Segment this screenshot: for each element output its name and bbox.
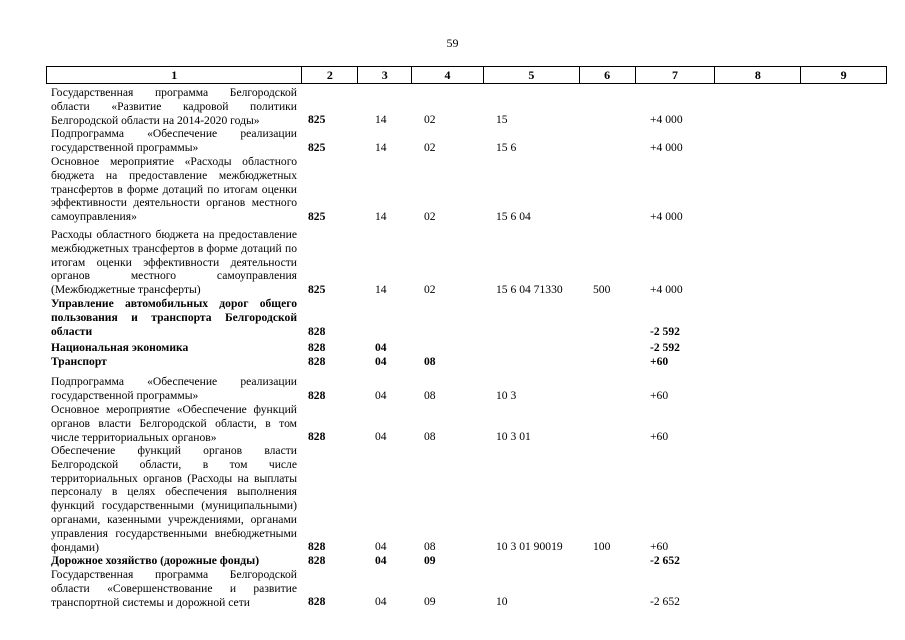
header-col-9: 9 <box>840 68 847 82</box>
cell-code: 828 <box>308 430 326 443</box>
cell-code: 828 <box>308 389 326 402</box>
cell-code: 828 <box>308 540 326 553</box>
cell-expense-type: 500 <box>593 283 611 296</box>
cell-sum: +60 <box>650 540 669 553</box>
cell-sum: -2 592 <box>650 341 680 354</box>
cell-subsection: 08 <box>424 430 436 443</box>
cell-subsection: 02 <box>424 283 436 296</box>
cell-description: Национальная экономика <box>51 341 189 354</box>
header-col-2: 2 <box>302 67 358 83</box>
cell-code: 828 <box>308 325 326 338</box>
header-col-6: 6 <box>580 67 636 83</box>
cell-section: 14 <box>375 283 387 296</box>
cell-code: 825 <box>308 210 326 223</box>
cell-target-article: 10 3 01 90019 <box>496 540 563 553</box>
cell-section: 04 <box>375 355 387 368</box>
cell-description: Подпрограмма «Обеспечение реализации государственной программы» <box>51 127 297 154</box>
cell-subsection: 08 <box>424 355 436 368</box>
header-col-8: 8 <box>715 67 801 83</box>
cell-sum: +60 <box>650 389 669 402</box>
cell-subsection: 02 <box>424 141 436 154</box>
cell-code: 828 <box>308 595 326 608</box>
cell-section: 04 <box>375 341 387 354</box>
cell-target-article: 15 6 <box>496 141 517 154</box>
cell-section: 04 <box>375 430 387 443</box>
cell-subsection: 09 <box>424 595 436 608</box>
cell-sum: -2 652 <box>650 595 680 608</box>
cell-target-article: 15 <box>496 113 508 126</box>
header-col-7: 7 <box>636 67 716 83</box>
cell-sum: +4 000 <box>650 283 683 296</box>
cell-description: Основное мероприятие «Обеспечение функций органов власти Белгородской области, в том числе территориальных органов» <box>51 403 297 444</box>
cell-target-article: 10 3 01 <box>496 430 531 443</box>
cell-section: 04 <box>375 540 387 553</box>
cell-target-article: 10 3 <box>496 389 517 402</box>
cell-code: 828 <box>308 355 326 368</box>
cell-subsection: 09 <box>424 554 436 567</box>
cell-code: 825 <box>308 283 326 296</box>
cell-description: Подпрограмма «Обеспечение реализации государственной программы» <box>51 375 297 402</box>
cell-subsection: 02 <box>424 113 436 126</box>
cell-description: Обеспечение функций органов власти Белгородской области, в том числе территориальных органов (Расходы на выплаты персоналу в целях обеспечения выполнения функций государственными (муниципальными) органами, казенными учреждениями, органами управления государственными внебюджетными фондами) <box>51 444 297 554</box>
cell-target-article: 10 <box>496 595 508 608</box>
cell-sum: +60 <box>650 355 669 368</box>
cell-target-article: 15 6 04 71330 <box>496 283 563 296</box>
header-col-1: 1 <box>47 67 302 83</box>
header-col-3: 3 <box>358 67 412 83</box>
cell-description: Управление автомобильных дорог общего пользования и транспорта Белгородской области <box>51 297 297 338</box>
header-col-4: 4 <box>412 67 484 83</box>
cell-description: Основное мероприятие «Расходы областного бюджета на предоставление межбюджетных трансфертов в форме дотаций по итогам оценки эффективности деятельности органов местного самоуправления» <box>51 155 297 224</box>
cell-code: 828 <box>308 554 326 567</box>
cell-description: Государственная программа Белгородской области «Совершенствование и развитие транспортной системы и дорожной сети <box>51 568 297 609</box>
cell-section: 14 <box>375 113 387 126</box>
cell-sum: -2 652 <box>650 554 680 567</box>
table-header <box>46 66 887 84</box>
cell-code: 828 <box>308 341 326 354</box>
cell-code: 825 <box>308 141 326 154</box>
cell-subsection: 08 <box>424 540 436 553</box>
page-number: 59 <box>446 36 459 50</box>
cell-expense-type: 100 <box>593 540 611 553</box>
cell-sum: +4 000 <box>650 113 683 126</box>
cell-sum: -2 592 <box>650 325 680 338</box>
cell-subsection: 08 <box>424 389 436 402</box>
cell-subsection: 02 <box>424 210 436 223</box>
header-col-5: 5 <box>484 67 580 83</box>
cell-description: Расходы областного бюджета на предоставление межбюджетных трансфертов в форме дотаций по итогам оценки эффективности деятельности органов местного самоуправления (Межбюджетные трансферты) <box>51 228 297 297</box>
cell-sum: +4 000 <box>650 210 683 223</box>
cell-section: 04 <box>375 595 387 608</box>
cell-sum: +60 <box>650 430 669 443</box>
cell-sum: +4 000 <box>650 141 683 154</box>
cell-section: 04 <box>375 554 387 567</box>
cell-section: 04 <box>375 389 387 402</box>
cell-description: Дорожное хозяйство (дорожные фонды) <box>51 554 260 567</box>
cell-description: Транспорт <box>51 355 107 368</box>
cell-code: 825 <box>308 113 326 126</box>
cell-section: 14 <box>375 210 387 223</box>
cell-section: 14 <box>375 141 387 154</box>
cell-target-article: 15 6 04 <box>496 210 531 223</box>
cell-description: Государственная программа Белгородской области «Развитие кадровой политики Белгородской области на 2014-2020 годы» <box>51 86 297 127</box>
